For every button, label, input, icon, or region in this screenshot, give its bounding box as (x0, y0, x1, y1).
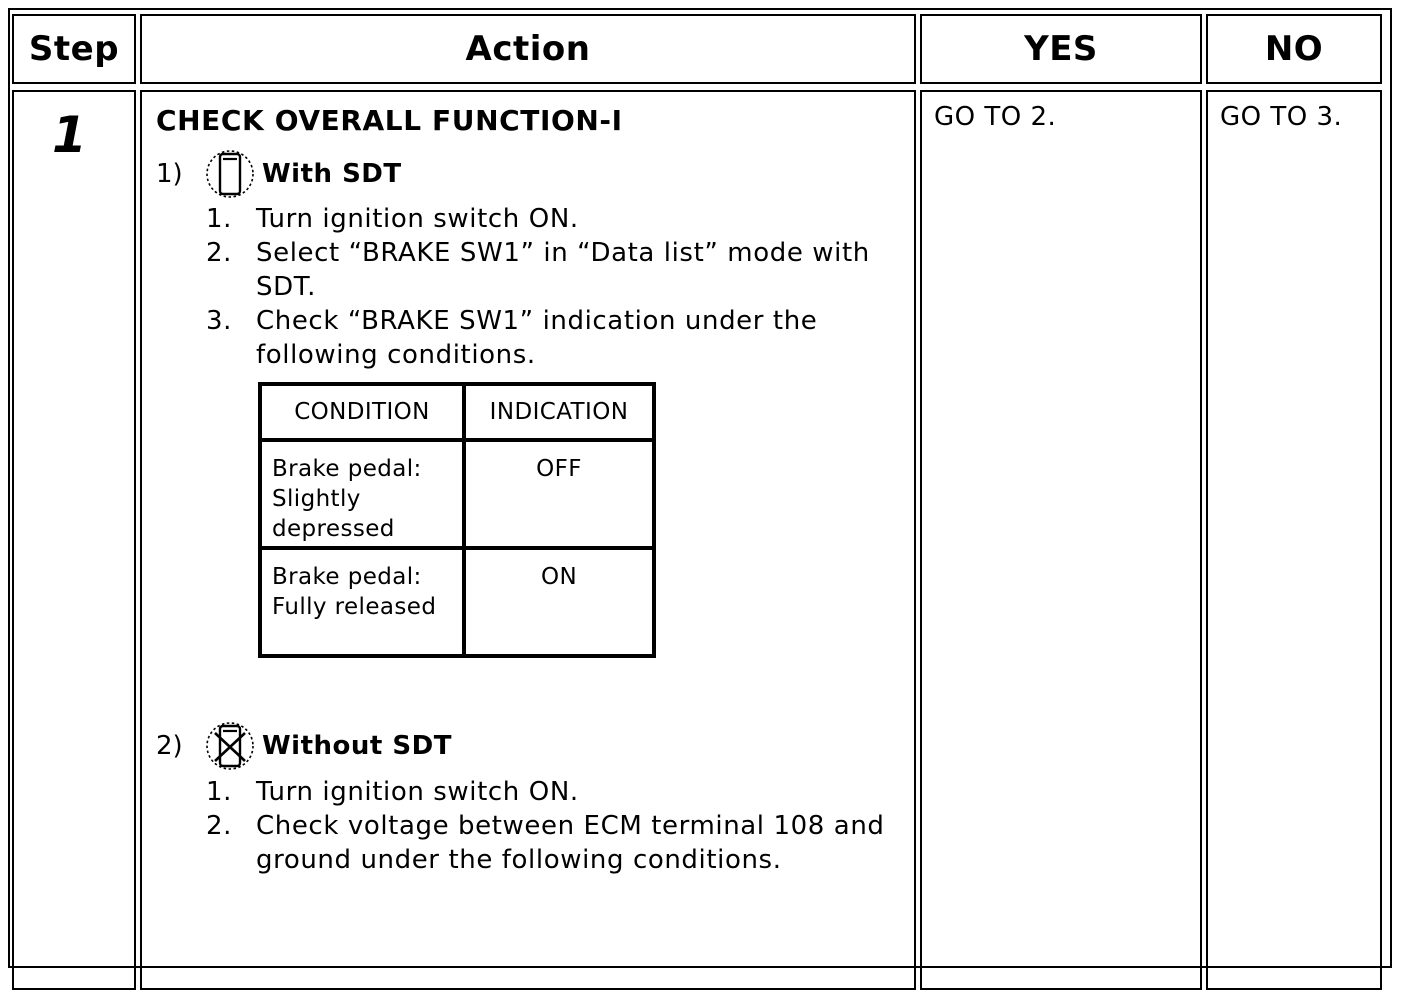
with-sdt-title: With SDT (262, 159, 402, 189)
table-row (260, 548, 654, 656)
list-item (206, 202, 906, 236)
list-item (206, 775, 906, 809)
without-sdt-steps (206, 775, 906, 877)
condition-cell: Brake pedal: Slightly depressed (260, 440, 464, 548)
header-yes (920, 14, 1202, 84)
indication-cell: ON (464, 548, 654, 656)
without-sdt-heading (156, 720, 452, 772)
no-goto-text: GO TO 3. (1220, 102, 1343, 132)
step-text: Turn ignition switch ON. (256, 204, 579, 234)
header-yes-label: YES (1024, 29, 1098, 69)
table-header-row (260, 384, 654, 440)
yes-goto-text: GO TO 2. (934, 102, 1057, 132)
header-action-label: Action (465, 29, 591, 69)
without-sdt-title: Without SDT (262, 731, 452, 761)
action-title: CHECK OVERALL FUNCTION-I (156, 104, 623, 137)
procedure-table (8, 8, 1392, 968)
without-sdt-number: 2) (156, 731, 183, 761)
condition-cell: Brake pedal: Fully released (260, 548, 464, 656)
header-no-label: NO (1264, 29, 1324, 69)
step-index: 3. (206, 306, 233, 336)
condition-table (258, 382, 656, 658)
header-action (140, 14, 916, 84)
step-index: 2. (206, 238, 233, 268)
step-number: 1 (52, 106, 87, 164)
col-header-indication: INDICATION (464, 384, 654, 440)
with-sdt-number: 1) (156, 159, 183, 189)
header-no (1206, 14, 1382, 84)
table-row (260, 440, 654, 548)
no-sdt-tool-icon (204, 720, 256, 772)
list-item (206, 304, 906, 372)
step-cell (12, 90, 136, 990)
step-index: 1. (206, 204, 233, 234)
header-step (12, 14, 136, 84)
step-text: Check “BRAKE SW1” indication under the following conditions. (256, 306, 818, 370)
header-step-label: Step (28, 29, 120, 69)
action-cell (140, 90, 916, 990)
with-sdt-heading (156, 148, 402, 200)
step-index: 2. (206, 811, 233, 841)
list-item (206, 236, 906, 304)
with-sdt-steps (206, 202, 906, 372)
sdt-tool-icon (204, 148, 256, 200)
step-index: 1. (206, 777, 233, 807)
yes-cell (920, 90, 1202, 990)
step-text: Select “BRAKE SW1” in “Data list” mode with SDT. (256, 238, 870, 302)
no-cell (1206, 90, 1382, 990)
indication-cell: OFF (464, 440, 654, 548)
list-item (206, 809, 906, 877)
step-text: Turn ignition switch ON. (256, 777, 579, 807)
col-header-condition: CONDITION (260, 384, 464, 440)
step-text: Check voltage between ECM terminal 108 and ground under the following conditions. (256, 811, 885, 875)
